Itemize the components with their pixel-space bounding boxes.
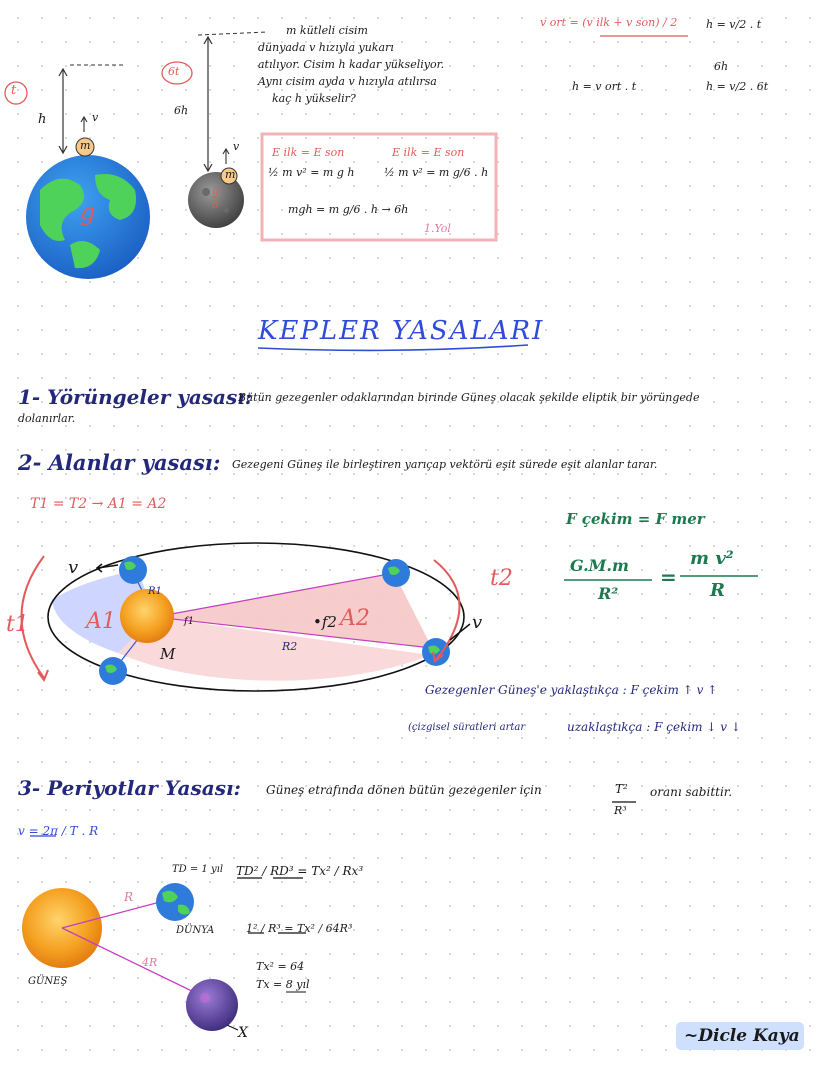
law1-heading: 1- Yörüngeler yasası: [18, 385, 253, 409]
page-title: KEPLER YASALARI [258, 316, 545, 346]
problem-text [258, 22, 444, 107]
earth-period: TD = 1 yıl [172, 864, 224, 875]
six-h-label-moon: 6h [174, 104, 189, 117]
v-label-right: v [472, 612, 483, 633]
h-formula-3: h = v/2 . 6t [706, 80, 769, 93]
problem-line-2: dünyada v hızıyla yukarı [258, 41, 394, 54]
problem-line-4: Aynı cisim ayda v hızıyla atılırsa [258, 75, 437, 88]
approach-note: Gezegenler Güneş'e yaklaştıkça : F çekim ↑ v ↑ [425, 683, 718, 697]
planet-x-label: X [238, 1025, 248, 1041]
t1-label: t1 [6, 612, 29, 637]
six-t-label: 6t [168, 65, 180, 78]
v-label-left: v [68, 557, 79, 578]
m-label-moon: m [225, 168, 236, 181]
gravity-denominator: R² [598, 584, 619, 603]
energy-right-title: E ilk = E son [392, 146, 465, 159]
gravity-numerator: G.M.m [570, 556, 629, 575]
law1-text-2: dolanırlar. [18, 412, 76, 425]
h-formula-2: h = v ort . t [572, 80, 637, 93]
recede-note: uzaklaştıkça : F çekim ↓ v ↓ [567, 720, 741, 734]
focus-f1-label: f1 [184, 616, 195, 627]
law3-text: Güneş etrafında dönen bütün gezegenler için [266, 783, 542, 797]
problem-line-5: kaç h yükselir? [272, 92, 356, 105]
six-h-note: 6h [714, 60, 729, 73]
law3-ratio-num: T² [615, 782, 628, 796]
h-formula-1: h = v/2 . t [706, 18, 762, 31]
kepler-eq-4: Tx = 8 yıl [256, 978, 310, 991]
law3-ratio-den: R³ [614, 804, 627, 817]
kepler-eq-1: TD² / RD³ = Tx² / Rx³ [236, 864, 364, 878]
centripetal-denominator: R [710, 580, 725, 601]
energy-left-eq: ½ m v² = m g h [268, 166, 355, 179]
earth-name-label: DÜNYA [176, 925, 215, 936]
problem-line-3: atılıyor. Cisim h kadar yükseliyor. [258, 58, 445, 71]
kepler-eq-3: Tx² = 64 [256, 960, 305, 973]
law1-text-1: Bütün gezegenler odaklarından birinde Güneş olacak şekilde eliptik bir yörüngede [238, 391, 700, 404]
m-label-earth: m [80, 139, 91, 152]
signature: ~Dicle Kaya [684, 1026, 800, 1046]
area-a1-label: A1 [86, 609, 116, 634]
focus-f2-label: •f2 [313, 613, 337, 631]
speed-note: (çizgisel süratleri artar [408, 722, 526, 733]
g-moon-num: g [212, 184, 220, 197]
energy-left-title: E ilk = E son [272, 146, 345, 159]
h-label-earth: h [38, 112, 47, 127]
sun-name-label: GÜNEŞ [28, 976, 68, 987]
r1-label: R1 [148, 586, 162, 597]
four-r-distance-label: 4R [142, 956, 158, 969]
v-label-moon: v [233, 140, 240, 153]
area-a2-label: A2 [340, 606, 370, 631]
law2-heading: 2- Alanlar yasası: [18, 450, 221, 475]
law3-text-end: oranı sabittir. [650, 785, 733, 799]
planet-x [186, 979, 238, 1031]
t2-label: t2 [490, 566, 513, 591]
problem-line-1: m kütleli cisim [286, 24, 368, 37]
planet-bottom-left [99, 657, 127, 685]
g-moon-label [212, 184, 219, 211]
energy-right-eq: ½ m v² = m g/6 . h [384, 166, 489, 179]
planet-top-right [382, 559, 410, 587]
r2-label: R2 [282, 640, 298, 653]
sun-ellipse [120, 589, 174, 643]
sun-mass-label: M [160, 645, 176, 663]
planet-bottom-right [422, 638, 450, 666]
force-equality: F çekim = F mer [566, 510, 705, 528]
g-moon-den: 6 [212, 198, 220, 211]
v-label-earth: v [92, 111, 99, 124]
v-avg-formula: v ort = (v ilk + v son) / 2 [540, 16, 678, 29]
law2-text: Gezegeni Güneş ile birleştiren yarıçap vektörü eşit sürede eşit alanlar tarar. [232, 458, 658, 471]
t-label: t [11, 83, 17, 98]
r-distance-label: R [124, 890, 134, 904]
force-equals-sign: = [660, 565, 677, 589]
solution-label: 1.Yol [424, 222, 451, 235]
velocity-formula: v = 2π / T . R [18, 824, 99, 838]
g-earth-label: g [80, 198, 96, 226]
earth-small [156, 883, 194, 921]
kepler-eq-2: 1² / R³ = Tx² / 64R³ [246, 922, 353, 935]
planet-top-left [119, 556, 147, 584]
t-equality: T1 = T2 → A1 = A2 [30, 496, 167, 512]
centripetal-numerator: m v² [690, 548, 734, 569]
energy-bottom-eq: mgh = m g/6 . h → 6h [288, 203, 409, 216]
law3-heading: 3- Periyotlar Yasası: [18, 776, 241, 800]
